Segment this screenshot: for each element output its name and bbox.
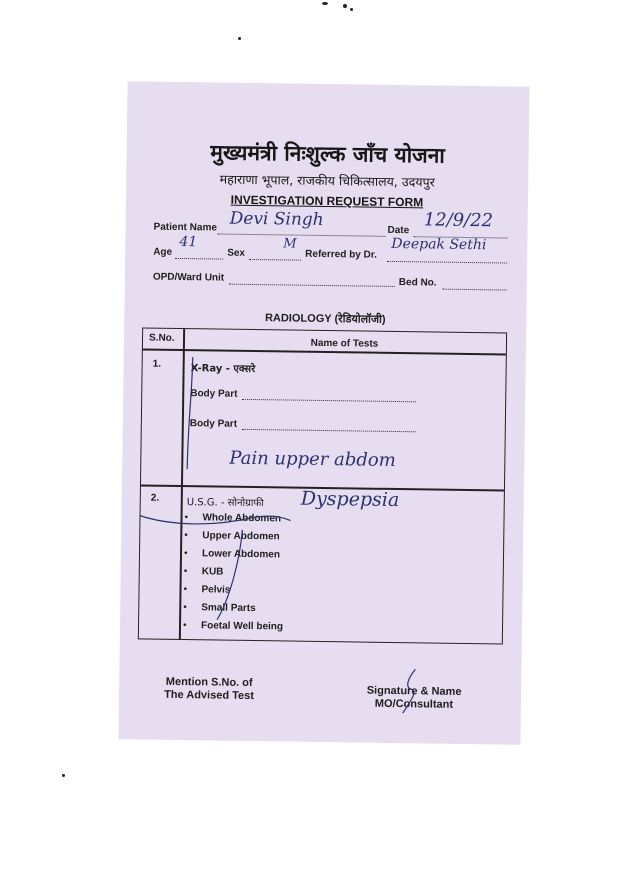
age-label: Age [153, 246, 173, 258]
scan-speck [322, 2, 328, 5]
usg-item: Whole Abdomen [202, 512, 282, 525]
form-title: INVESTIGATION REQUEST FORM [230, 192, 424, 210]
bullet-icon: • [183, 584, 188, 596]
mention-line-1: Mention S.No. of [165, 675, 253, 690]
bullet-icon: • [184, 512, 189, 524]
scan-speck [350, 8, 353, 11]
usg-item: Lower Abdomen [201, 548, 281, 561]
radiology-section-title: RADIOLOGY (रेडियोलॉजी) [264, 312, 386, 326]
scan-speck [62, 774, 65, 777]
usg-item: Foetal Well being [200, 620, 284, 633]
row2-number: 2. [150, 492, 160, 504]
referred-value: Deepak Sethi [391, 235, 487, 254]
usg-item: Pelvis [201, 584, 231, 596]
bed-line [443, 278, 507, 291]
bed-label: Bed No. [398, 277, 437, 289]
signature-pen-mark [397, 667, 428, 717]
opd-label: OPD/Ward Unit [152, 271, 225, 284]
investigation-request-form [118, 81, 529, 745]
xray-title: X-Ray - एक्सरे [190, 363, 256, 376]
scheme-title: मुख्यमंत्री निःशुल्क जाँच योजना [210, 140, 445, 168]
row1-number: 1. [152, 358, 162, 370]
usg-title: U.S.G. - सोनोग्राफी [186, 497, 264, 510]
age-value: 41 [179, 233, 198, 251]
usg-item: KUB [201, 566, 224, 578]
patient-name-label: Patient Name [153, 221, 218, 234]
body-part-label-1: Body Part [190, 388, 238, 400]
xray-clinical-note: Pain upper abdom [229, 447, 396, 472]
mention-sno-note [149, 676, 269, 704]
date-value: 12/9/22 [423, 209, 494, 232]
col-sno-header: S.No. [148, 332, 175, 344]
referred-label: Referred by Dr. [305, 248, 377, 261]
bullet-icon: • [183, 602, 187, 614]
usg-clinical-note: Dyspepsia [300, 487, 400, 512]
sex-value: M [283, 236, 297, 252]
scan-speck [238, 37, 241, 40]
bullet-icon: • [183, 548, 188, 560]
mention-line-2: The Advised Test [164, 688, 255, 703]
scan-speck [343, 4, 347, 8]
usg-item: Small Parts [201, 602, 256, 615]
pen-strokes [139, 328, 506, 643]
usg-item: Upper Abdomen [202, 530, 280, 543]
bullet-icon: • [184, 530, 188, 542]
body-part-label-2: Body Part [189, 418, 238, 430]
hospital-name: महाराणा भूपाल, राजकीय चिकित्सालय, उदयपुर [219, 171, 435, 190]
sex-label: Sex [227, 247, 246, 259]
col-tests-header: Name of Tests [310, 337, 379, 350]
tests-table [138, 327, 507, 644]
patient-name-value: Devi Singh [229, 208, 324, 230]
signature-line-2: MO/Consultant [374, 697, 454, 711]
opd-line [229, 273, 395, 287]
bullet-icon: • [182, 620, 187, 632]
signature-line-1: Signature & Name [366, 684, 462, 698]
date-label: Date [387, 224, 410, 237]
bullet-icon: • [183, 566, 188, 578]
